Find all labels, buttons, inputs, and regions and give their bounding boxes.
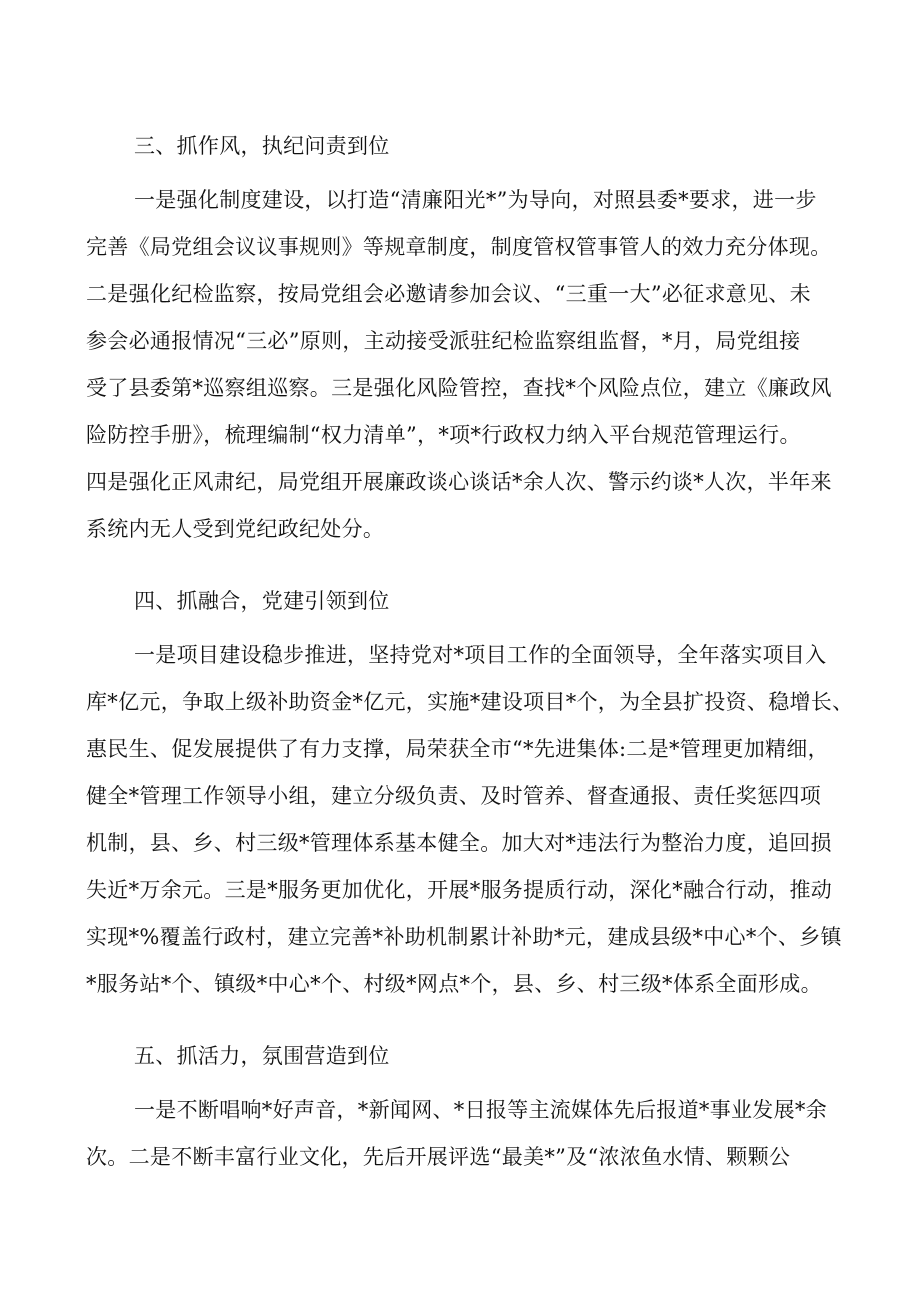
paragraph-line: 实现*%覆盖行政村，建立完善*补助机制累计补助*元，建成县级*中心*个、乡镇 xyxy=(86,925,842,949)
section-heading: 五、抓活力，氛围营造到位 xyxy=(134,1044,390,1068)
paragraph-line: 一是不断唱响*好声音，*新闻网、*日报等主流媒体先后报道*事业发展*余 xyxy=(134,1098,827,1122)
paragraph-line: 机制，县、乡、村三级*管理体系基本健全。加大对*违法行为整治力度，追回损 xyxy=(86,831,832,855)
paragraph-line: 一是项目建设稳步推进，坚持党对*项目工作的全面领导，全年落实项目入 xyxy=(134,643,827,667)
section-heading: 三、抓作风，执纪问责到位 xyxy=(134,134,390,158)
paragraph-line: 受了县委第*巡察组巡察。三是强化风险管控，查找*个风险点位，建立《廉政风 xyxy=(86,376,832,400)
paragraph-line: 失近*万余元。三是*服务更加优化，开展*服务提质行动，深化*融合行动，推动 xyxy=(86,878,833,902)
paragraph-line: 一是强化制度建设，以打造“清廉阳光*”为导向，对照县委*要求，进一步 xyxy=(134,188,817,212)
paragraph-line: *服务站*个、镇级*中心*个、村级*网点*个，县、乡、村三级*体系全面形成。 xyxy=(86,972,822,996)
paragraph-line: 库*亿元，争取上级补助资金*亿元，实施*建设项目*个，为全县扩投资、稳增长、 xyxy=(86,690,854,714)
paragraph-line: 健全*管理工作领导小组，建立分级负责、及时管养、督查通报、责任奖惩四项 xyxy=(86,784,821,808)
paragraph-line: 四是强化正风肃纪，局党组开展廉政谈心谈话*余人次、警示约谈*人次，半年来 xyxy=(86,470,832,494)
paragraph-line: 参会必通报情况“三必”原则，主动接受派驻纪检监察组监督，*月，局党组接 xyxy=(86,329,801,353)
paragraph-line: 惠民生、促发展提供了有力支撑，局荣获全市“*先进集体:二是*管理更加精细， xyxy=(86,737,829,761)
section-heading: 四、抓融合，党建引领到位 xyxy=(134,589,390,613)
paragraph-line: 完善《局党组会议议事规则》等规章制度，制度管权管事管人的效力充分体现。 xyxy=(86,235,832,259)
paragraph-line: 险防控手册》，梳理编制“权力清单”，*项*行政权力纳入平台规范管理运行。 xyxy=(86,423,801,447)
paragraph-line: 二是强化纪检监察，按局党组会必邀请参加会议、“三重一大”必征求意见、未 xyxy=(86,282,811,306)
paragraph-line: 系统内无人受到党纪政纪处分。 xyxy=(86,517,385,541)
paragraph-line: 次。二是不断丰富行业文化，先后开展评选“最美*”及“浓浓鱼水情、颗颗公 xyxy=(86,1145,791,1169)
